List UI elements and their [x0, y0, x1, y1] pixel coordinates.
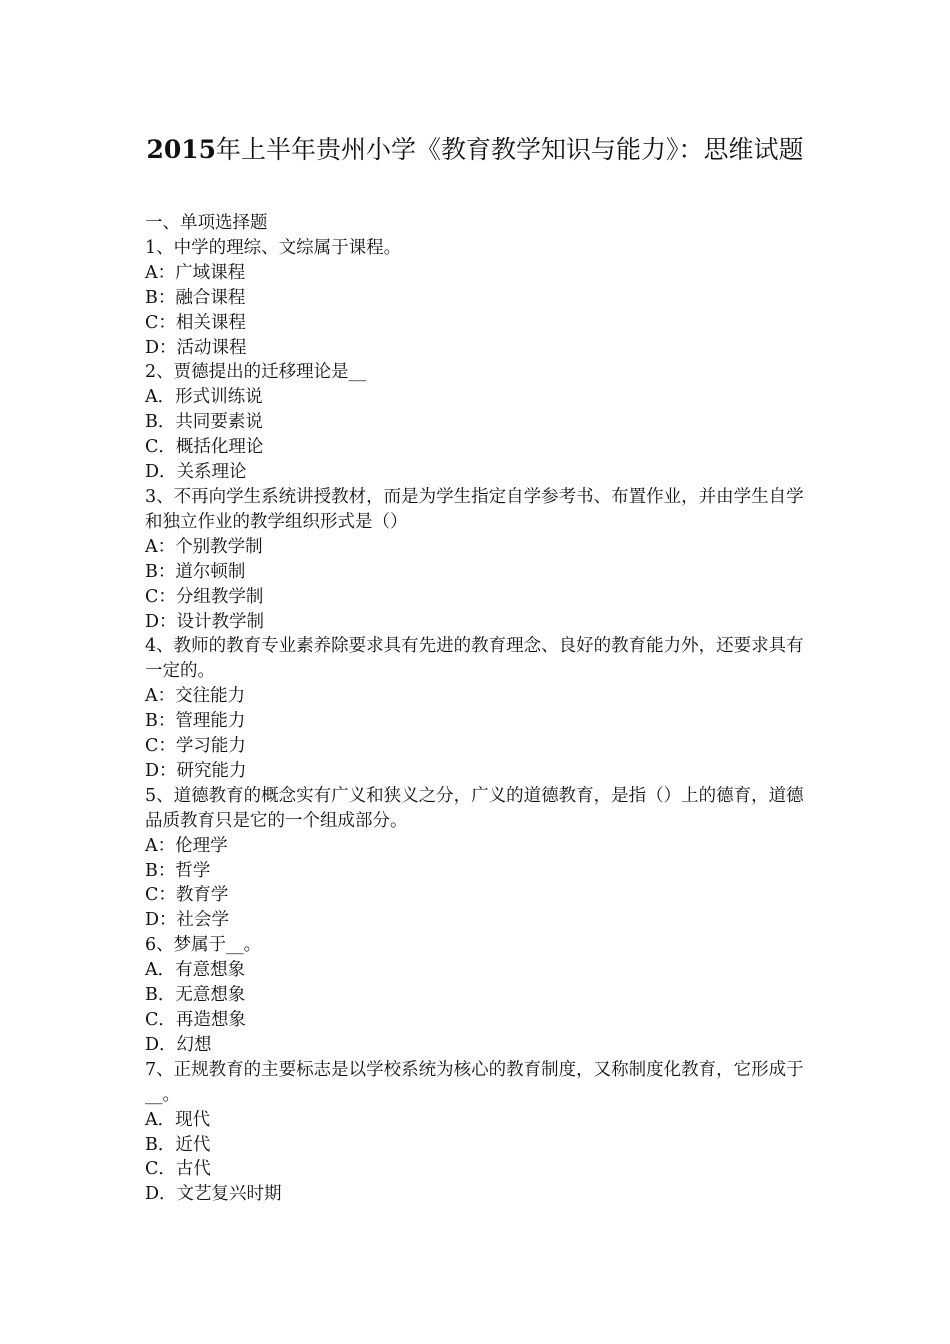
option-d: D．关系理论: [145, 462, 247, 483]
question-1: [145, 236, 809, 361]
option-c: C．古代: [145, 1159, 211, 1180]
document-title: [0, 130, 950, 170]
question-3: [145, 485, 809, 634]
option-c: C．概括化理论: [145, 437, 264, 458]
option-d: D：设计教学制: [145, 611, 265, 632]
option-b: B：哲学: [145, 860, 211, 881]
option-b: B．近代: [145, 1134, 211, 1155]
question-text: 1、中学的理综、文综属于课程。: [145, 237, 402, 258]
question-6: [145, 933, 809, 1058]
option-d: D．幻想: [145, 1034, 212, 1055]
title-text: 年上半年贵州小学《教育教学知识与能力》：思维试题: [216, 135, 804, 164]
option-a: A：广域课程: [145, 262, 246, 283]
option-a: A：个别教学制: [145, 536, 263, 557]
option-d: D：社会学: [145, 910, 230, 931]
section-heading: 一、单项选择题: [145, 213, 268, 233]
option-a: A：交往能力: [145, 686, 246, 707]
question-text: 5、道德教育的概念实有广义和狭义之分，广义的道德教育，是指（）上的德育，道德品质教育只是它的一个组成部分。: [145, 785, 804, 831]
question-text: 6、梦属于__。: [145, 935, 262, 956]
option-c: C：学习能力: [145, 736, 246, 757]
question-7: [145, 1058, 809, 1207]
option-a: A．有意想象: [145, 960, 246, 981]
title-year: 2015: [146, 135, 217, 164]
option-b: B．共同要素说: [145, 412, 263, 433]
option-c: C：相关课程: [145, 312, 246, 333]
question-text: 4、教师的教育专业素养除要求具有先进的教育理念、良好的教育能力外，还要求具有一定的。: [145, 636, 804, 682]
question-2: [145, 360, 809, 485]
option-c: C：分组教学制: [145, 586, 264, 607]
question-text: 7、正规教育的主要标志是以学校系统为核心的教育制度，又称制度化教育，它形成于__。: [145, 1059, 804, 1105]
option-d: D：活动课程: [145, 337, 247, 358]
option-b: B：融合课程: [145, 287, 246, 308]
option-a: A．形式训练说: [145, 387, 263, 408]
question-5: [145, 784, 809, 933]
option-a: A．现代: [145, 1109, 211, 1130]
option-b: B：道尔顿制: [145, 561, 246, 582]
option-d: D：研究能力: [145, 760, 247, 781]
option-a: A：伦理学: [145, 835, 228, 856]
question-text: 2、贾德提出的迁移理论是__: [145, 362, 367, 383]
option-c: C．再造想象: [145, 1010, 246, 1030]
question-text: 3、不再向学生系统讲授教材，而是为学生指定自学参考书、布置作业，并由学生自学和独立作业的教学组织形式是（）: [145, 486, 804, 532]
option-d: D．文艺复兴时期: [145, 1184, 282, 1205]
question-list: [145, 211, 809, 1207]
option-c: C：教育学: [145, 885, 229, 906]
option-b: B：管理能力: [145, 711, 246, 732]
question-4: [145, 634, 809, 783]
option-b: B．无意想象: [145, 985, 246, 1006]
